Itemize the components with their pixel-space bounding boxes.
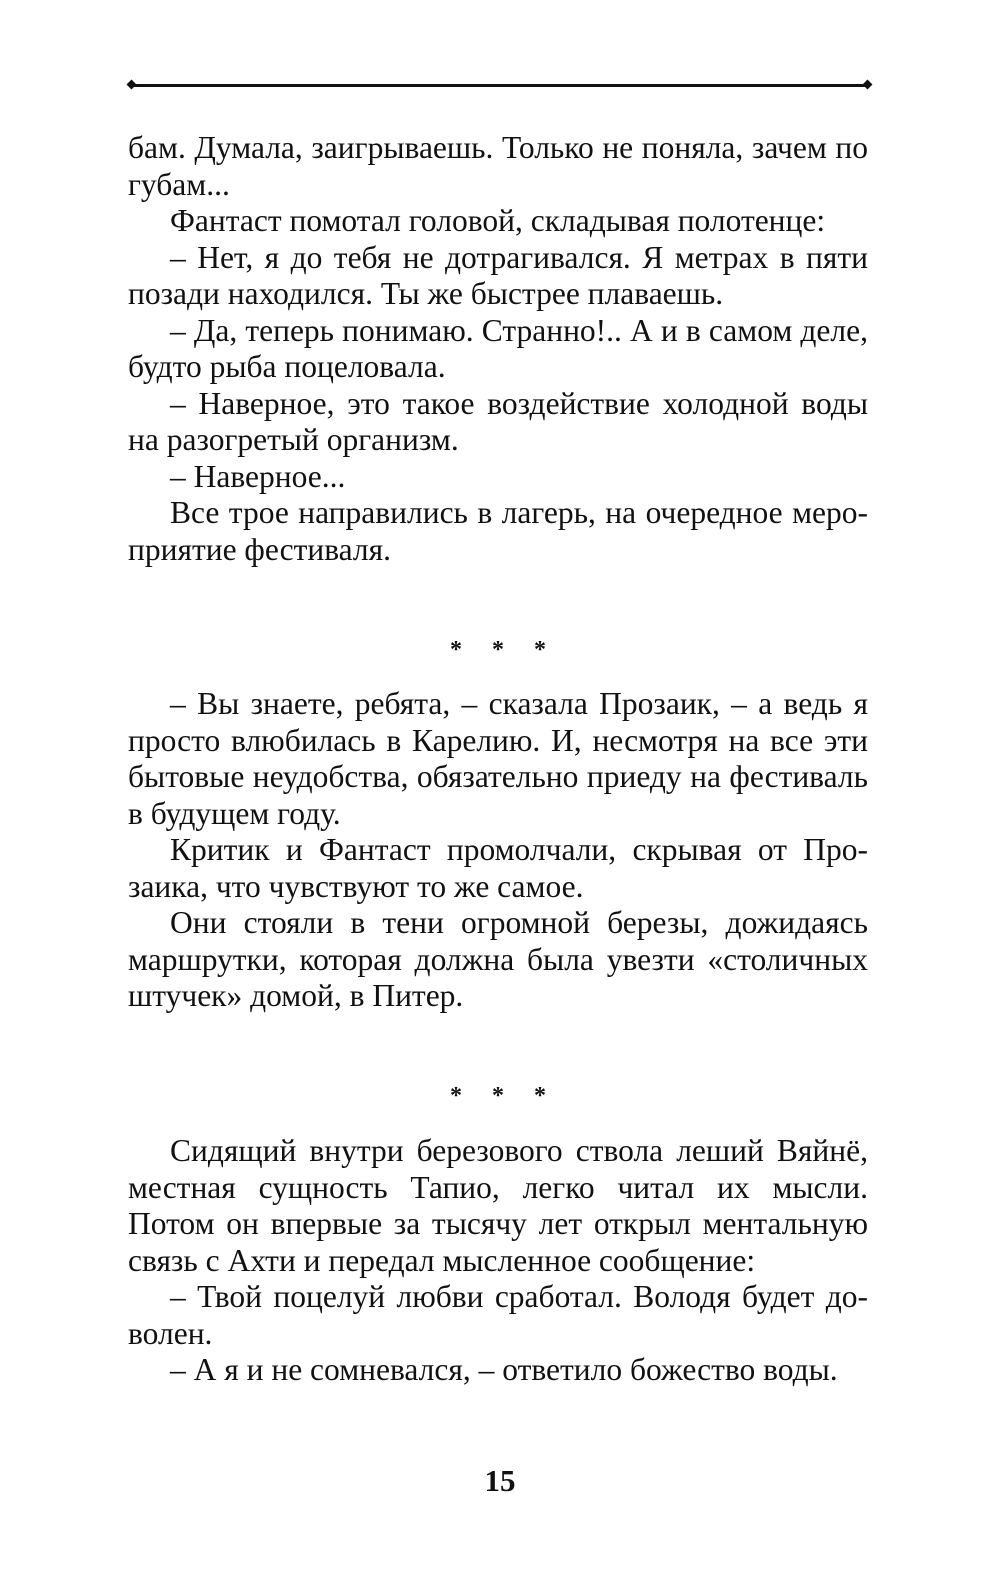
paragraph: Они стояли в тени огромной березы, дожидаясь маршрутки, которая должна была увезти «столичных штучек» домой, в Питер. [128,905,868,1013]
paragraph: бам. Думала, заигрываешь. Только не поняла, зачем по губам... [128,130,868,202]
paragraph: – Наверное... [170,458,346,494]
paragraph: – Да, теперь понимаю. Странно!.. А и в самом деле, будто рыба поцеловала. [128,312,868,384]
section-separator: * * * [450,1083,558,1109]
paragraph: Сидящий внутри березового ствола леший Вяйнё, местная сущность Тапио, легко читал их мысли. Потом он впервые за тысячу лет открыл ментальную связь с Ахти и передал мысленное сообщение: [128,1133,868,1278]
paragraph: – Наверное, это такое воздействие холодной воды на разогретый организм. [128,385,868,457]
paragraph: Все трое направились в лагерь, на очередное мероприятие фестиваля. [128,495,868,567]
text-block-3 [128,1133,868,1389]
paragraph: Фантаст помотал головой, складывая полотенце: [170,203,826,238]
page-number: 15 [484,1463,516,1498]
paragraph: – А я и не сомневался, – ответило божество воды. [170,1352,838,1387]
paragraph: – Твой поцелуй любви сработал. Володя будет доволен. [128,1279,868,1351]
header-rule [132,84,867,87]
text-block-1 [128,130,868,568]
paragraph: – Нет, я до тебя не дотрагивался. Я метрах в пяти позади находился. Ты же быстрее плаваешь. [128,239,868,311]
section-separator: * * * [450,637,558,663]
paragraph: – Вы знаете, ребята, – сказала Прозаик, – а ведь я просто влюбилась в Карелию. И, несмотря на все эти бытовые неудобства, обязательно приеду на фестиваль в будущем году. [128,686,868,831]
paragraph: Критик и Фантаст промолчали, скрывая от Прозаика, что чувствуют то же самое. [128,832,868,904]
text-block-2 [128,686,868,1015]
